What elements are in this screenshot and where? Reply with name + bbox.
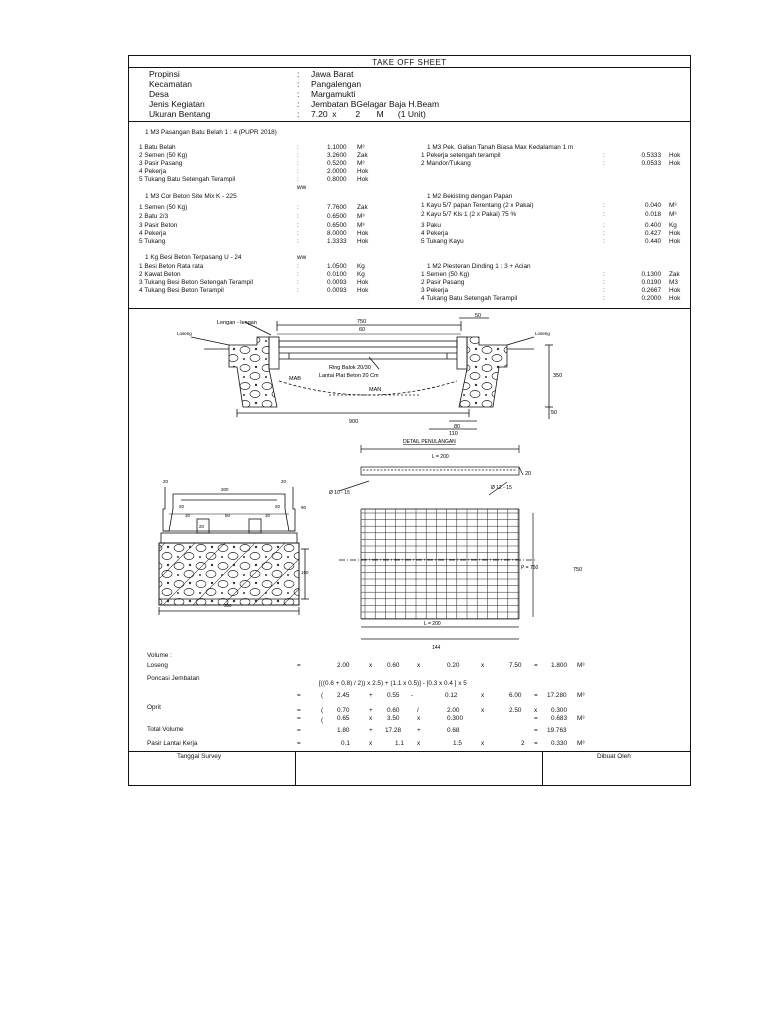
label-detail-penulangan: DETAIL PENULANGAN [403,439,456,445]
op: x [417,715,421,722]
item-value: 0.2000 [641,295,661,302]
item-label: 4 Pekerja [139,168,166,175]
label-lengan: Lengan - lengan [217,320,257,326]
item-unit: M3 [669,279,678,286]
eq: = [297,707,301,714]
result: 0.683 [551,715,567,722]
item-unit: Hok [669,152,681,159]
volume-pasir-label: Pasir Lantai Kerja [147,740,198,747]
item-unit: Kg [669,222,677,229]
dim-60: 60 [359,327,366,333]
item-value: 0.018 [645,211,661,218]
item-label: 2 Semen (50 Kg) [139,152,188,159]
item-label: 3 Tukang Besi Beton Setengah Terampil [139,279,253,286]
item-value: 1.0500 [327,263,347,270]
dim-20: 20 [525,471,532,477]
item-label: 5 Tukang [139,238,166,245]
item-value: 0.8000 [327,176,347,183]
eq: = [297,662,301,669]
dim-750b: 750 [573,567,583,573]
header-label-kecamatan: Kecamatan [149,79,192,89]
val: 3.50 [387,715,400,722]
item-label: 1 Batu Belah [139,144,176,151]
dim-P750: P = 750 [521,565,539,571]
dim-350: 350 [553,373,563,379]
item-unit: Zak [669,271,680,278]
dim-x20a: 20 [163,479,169,484]
unit: M³ [577,740,585,747]
result: 17.280 [547,692,567,699]
header-value-kegiatan: Jembatan BGelagar Baja H.Beam [311,99,440,109]
val: 1.1 [395,740,404,747]
dim-x90: 90 [301,505,307,510]
item-value: 7.7600 [327,204,347,211]
label-phi-10-15: Ø 10 - 15 [329,490,350,496]
eq: = [297,715,301,722]
label-loseng-right: Loseng [535,331,550,336]
item-value: 0.2667 [641,287,661,294]
item-label: 2 Pasir Pasang [421,279,465,286]
item-unit: Hok [357,279,369,286]
section-title-pasangan: 1 M3 Pasangan Batu Belah 1 : 4 (PUPR 2018) [145,129,277,136]
dim-x20b: 20 [281,479,287,484]
val: 2.50 [509,707,522,714]
val: 0.68 [447,727,460,734]
item-label: 3 Pasir Pasang [139,160,183,167]
val: 2.00 [337,662,350,669]
op: / [417,707,419,714]
volume-loseng-label: Loseng [147,662,168,669]
result: 0.330 [551,740,567,747]
val: 0.20 [447,662,460,669]
op: + [417,727,421,734]
label-loseng-left: Loseng [177,331,192,336]
dim-x20c: 20 [179,504,185,509]
paren: ( [321,692,324,699]
item-value: 1.1000 [327,144,347,151]
item-unit: Hok [669,160,681,167]
item-value: 0.5200 [327,160,347,167]
dim-x150: 150 [301,570,309,575]
val: 2 [521,740,525,747]
volume-pondasi-formula: [((0.6 + 0.8) / 2)) x 2.5) + (1.1 x 0.5)] - [0.3 x 0.4 ] x 5 [319,680,467,687]
dim-110: 110 [449,431,458,437]
dim-x20d: 20 [275,504,281,509]
item-label: 2 Mandor/Tukang [421,160,471,167]
eq: = [297,692,301,699]
item-unit: Hok [357,168,369,175]
eq: = [534,740,538,747]
header-label-desa: Desa [149,89,169,99]
result: 1.800 [551,662,567,669]
item-value: 0.0093 [327,287,347,294]
val: 0.12 [445,692,458,699]
item-unit: Zak [357,152,368,159]
section-title-cor: 1 M3 Cor Beton Site Mix K - 225 [145,193,237,200]
item-value: 3.2600 [327,152,347,159]
footer-signature [129,751,690,785]
item-value: 0.0100 [327,271,347,278]
item-unit: M³ [357,144,365,151]
label-lantai-plat: Lantai Plat Beton 20 Cm [319,373,379,379]
item-value: 0.440 [645,238,661,245]
item-value: 0.1300 [641,271,661,278]
footer-dibuat-oleh: Dibuat Oleh [597,753,631,760]
val: 0.60 [387,662,400,669]
mark-ww: ww [297,254,307,261]
item-label: 3 Pasir Beton [139,222,178,229]
dim-80: 80 [454,424,461,430]
take-off-sheet: TAKE OFF SHEET Propinsi : Jawa Barat Kecamatan : Pangalengan Desa : Margamukti Jenis Kegiatan : Jembatan BGelagar Baja H.Beam Ukuran Bentang : 7.20 x 2 M (1 Unit) 1 M3 Pasangan Batu Belah 1 : 4 (PUPR 2018) 1 Batu Belah : 1.1000 M³ 2 Semen (50 Kg) : 3.2600 Zak 3 Pasir Pasang : 0.5200 M³ 4 Pekerja : 2.0000 Hok 5 Tukang Batu Setengah Terampil : 0.8000 Hok ww 1 M3 Cor Beton Site Mix K - 225 1 Semen (50 Kg) : 7.7600 Zak 2 Batu 2/3 : 0.6500 M³ 3 Pasir Beton : 0.6500 M³ 4 Pekerja : 8.0000 Hok 5 Tukang : 1.3333 Hok 1 Kg Besi Beton Terpasang U - 24 ww 1 Besi Beton Rata rata : 1.0500 Kg 2 Kawat Beton : 0.0100 Kg 3 Tukang Besi Beton Setengah Terampil : 0.0093 Hok 4 Tukang Besi Beton Terampil : 0.0093 Hok 1 M3 Pek. Galian Tanah Biasa Max Kedalaman 1 m 1 Pekerja setengah terampil : 0.5333 Hok 2 Mandor/Tukang : 0.0533 Hok 1 M2 Bekisting dengan Papan 1 Kayu 5/7 papan Terentang (2 x Pakai) : 0.040 M³ 2 Kayu 5/7 Kls 1 (2 x Pakai) 75 % : 0.018 M³ 3 Paku : 0.400 Kg 4 Pekerja : 0.427 Hok 5 Tukang Kayu : 0.440 Hok 1 M2 Plesteran Dinding 1 : 3 + Acian 1 Semen (50 Kg) : 0.1300 Zak 2 Pasir Pasang : 0.0190 M3 3 Pekerja : 0.2667 Hok 4 Tukang Batu Setengah Terampil : 0.2000 Hok Lengan - lengan Loseng Loseng 750 60 50 350 50 Ring Balok 20/30 Lantai Plat Beton 20 Cm MAB MAN 900 80 110 20 20 300 20 20 30 50 30 20 90 150 300 DETAIL PENULANGAN L = 200 20 Ø 10 - 15 Ø 12 - 15 P = 750 750 L = 200 144 Volume : Loseng = 2.00 x 0.60 x 0.20 x 7.50 = 1.800 M³ Poncasi Jembatan [((0.6 + 0.8) / 2)) x 2.5) + (1.1 x 0.5)] - [0.3 x 0.4 ] x 5 = ( 2.45 + 0.55 - 0.12 x 6.00 = 17.280 M³ Oprit = ( 0.70 + 0.60 / 2.00 x 2.50 x 0.300 = ( 0.65 x 3.50 x 0.300 = 0.683 M³ Total Volume = 1.80 + 17.28 + 0.68 = 19.763 Pasir Lantai Kerja = 0.1 x 1.1 x 1.5 x 2 = 0.330 M³ Tanggal Survey Dibuat Oleh [128,55,691,786]
header-value-desa: Margamukti [311,89,356,99]
item-unit: M³ [669,202,677,209]
eq: = [297,727,301,734]
val: 0.70 [337,707,350,714]
label-mab: MAB [289,376,301,382]
volume-total-label: Total Volume [147,726,184,733]
item-label: 2 Kayu 5/7 Kls 1 (2 x Pakai) 75 % [421,211,517,218]
section-title-galian: 1 M3 Pek. Galian Tanah Biasa Max Kedalaman 1 m [427,144,574,151]
dim-144: 144 [432,645,441,651]
item-unit: M³ [357,222,365,229]
dim-750: 750 [357,319,367,325]
dim-x300b: 300 [224,603,232,608]
eq: = [534,715,538,722]
item-label: 3 Pekerja [421,287,448,294]
label-ring-balok: Ring Balok 20/30 [329,365,371,371]
item-value: 0.6500 [327,213,347,220]
header-value-kecamatan: Pangalengan [311,79,362,89]
op: x [481,662,485,669]
eq: = [534,727,538,734]
paren: ( [321,707,324,714]
item-label: 1 Pekerja setengah terampil [421,152,501,159]
item-value: 0.400 [645,222,661,229]
val: 0.60 [387,707,400,714]
dim-50: 50 [475,313,482,319]
op: + [369,707,373,714]
item-label: 1 Semen (50 Kg) [139,204,188,211]
item-value: 0.0533 [641,160,661,167]
item-value: 0.5333 [641,152,661,159]
item-unit: Hok [669,295,681,302]
op: + [369,692,373,699]
dim-x50: 50 [225,513,231,518]
val: 0.1 [341,740,350,747]
item-unit: Hok [357,238,369,245]
dim-L200b: L = 200 [424,621,441,627]
item-unit: Hok [669,230,681,237]
volume-heading: Volume : [147,652,172,659]
dim-50b: 50 [551,410,558,416]
op: + [369,727,373,734]
val: 6.00 [509,692,522,699]
op: x [534,707,538,714]
item-label: 4 Pekerja [139,230,166,237]
item-label: 2 Batu 2/3 [139,213,169,220]
section-title-bekisting: 1 M2 Bekisting dengan Papan [427,193,513,200]
item-label: 1 Kayu 5/7 papan Terentang (2 x Pakai) [421,202,534,209]
dim-x30a: 30 [185,513,191,518]
op: x [417,740,421,747]
title-divider [129,67,690,68]
volume-pondasi-label: Poncasi Jembatan [147,675,200,682]
item-value: 2.0000 [327,168,347,175]
val: 1.80 [337,727,350,734]
item-unit: Hok [357,287,369,294]
unit: M³ [577,692,585,699]
val: 2.00 [447,707,460,714]
item-unit: Zak [357,204,368,211]
mark-ww: ww [297,184,307,191]
item-unit: Kg [357,271,365,278]
item-unit: Hok [357,176,369,183]
sheet-title: TAKE OFF SHEET [372,58,447,67]
item-unit: Kg [357,263,365,270]
eq: = [534,662,538,669]
header-label-kegiatan: Jenis Kegiatan [149,99,205,109]
header-value-bentang: 7.20 x 2 M (1 Unit) [311,109,426,119]
op: - [411,692,414,699]
val: 0.55 [387,692,400,699]
unit: M³ [577,715,585,722]
bridge-drawing [129,309,689,654]
val: 0.65 [337,715,350,722]
label-phi-12-15: Ø 12 - 15 [491,485,512,491]
item-label: 1 Besi Beton Rata rata [139,263,204,270]
unit: M³ [577,662,585,669]
item-unit: M³ [357,160,365,167]
item-label: 1 Semen (50 Kg) [421,271,470,278]
dim-L200a: L = 200 [432,454,449,460]
item-unit: Hok [357,230,369,237]
item-value: 0.6500 [327,222,347,229]
op: x [481,740,485,747]
val: 7.50 [509,662,522,669]
op: x [481,707,485,714]
rebar-grid [361,509,519,619]
val: 2.45 [337,692,350,699]
op: x [369,740,373,747]
eq: = [297,740,301,747]
dim-x30b: 30 [265,513,271,518]
reinforcement-detail [339,445,537,639]
item-label: 4 Tukang Besi Beton Terampil [139,287,224,294]
header-label-propinsi: Propinsi [149,69,180,79]
volume-oprit-label: Oprit [147,704,161,711]
header-label-bentang: Ukuran Bentang [149,109,211,119]
dim-x300: 300 [221,487,229,492]
result: 19.763 [547,727,567,734]
item-label: 5 Tukang Batu Setengah Terampil [139,176,236,183]
item-unit: Hok [669,287,681,294]
footer-tanggal-survey: Tanggal Survey [177,753,222,760]
op: x [481,692,485,699]
val: 17.28 [385,727,401,734]
val: 0.300 [447,715,463,722]
op: x [369,662,373,669]
section-title-plester: 1 M2 Plesteran Dinding 1 : 3 + Acian [427,263,531,270]
header-value-propinsi: Jawa Barat [311,69,354,79]
section-title-besi: 1 Kg Besi Beton Terpasang U - 24 [145,254,242,261]
op: x [417,662,421,669]
label-man: MAN [369,387,382,393]
item-value: 0.040 [645,202,661,209]
item-label: 3 Paku [421,222,441,229]
eq: = [534,692,538,699]
item-value: 0.0190 [641,279,661,286]
item-unit: M³ [357,213,365,220]
item-unit: M³ [669,211,677,218]
item-label: 5 Tukang Kayu [421,238,464,245]
dim-x20e: 20 [199,524,205,529]
item-unit: Hok [669,238,681,245]
op: x [369,715,373,722]
item-label: 4 Tukang Batu Setengah Terampil [421,295,518,302]
item-label: 2 Kawat Beton [139,271,181,278]
val: 1.5 [453,740,462,747]
val: 0.300 [551,707,567,714]
item-value: 0.0093 [327,279,347,286]
item-value: 0.427 [645,230,661,237]
paren: ( [321,717,324,724]
dim-900: 900 [349,419,359,425]
item-label: 4 Pekerja [421,230,448,237]
item-value: 8.0000 [327,230,347,237]
item-value: 1.3333 [327,238,347,245]
